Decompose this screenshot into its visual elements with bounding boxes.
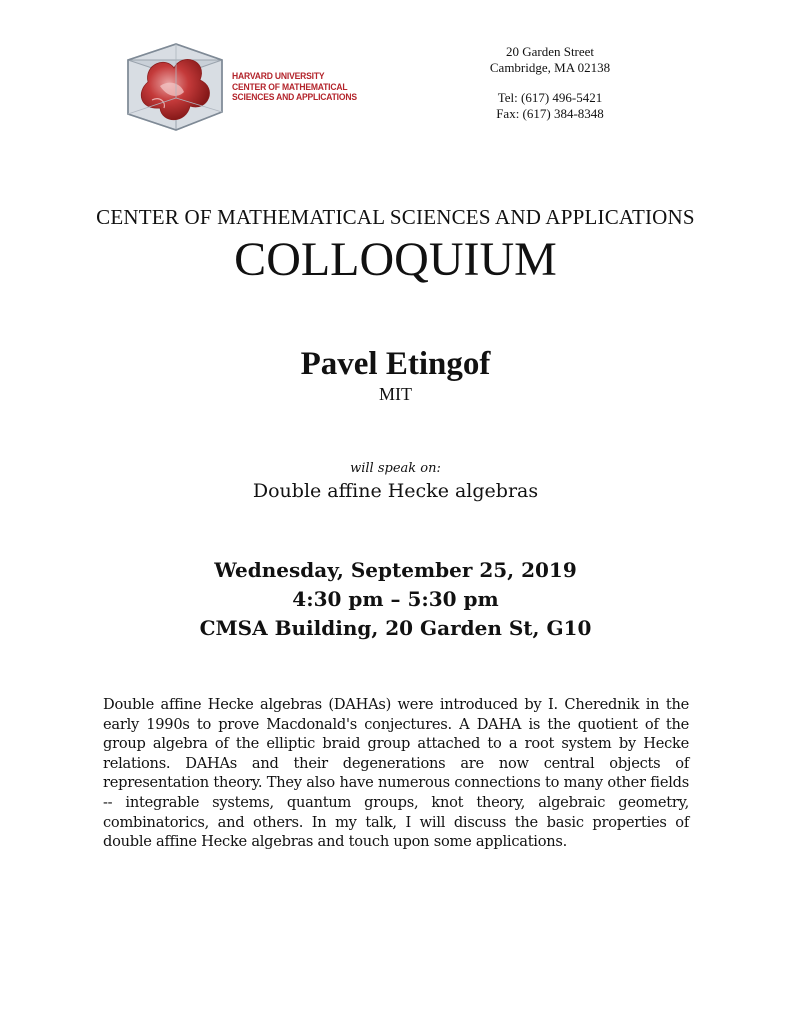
address-spacer: [470, 76, 630, 90]
event-schedule: [0, 556, 791, 643]
talk-abstract: Double affine Hecke algebras (DAHAs) were introduced by I. Cherednik in the early 1990s to prove Macdonald's conjectures. A DAHA is the quotient of the group algebra of the elliptic braid group attached to a root system by Hecke relations. DAHAs and their degenerations are now central objects of representation theory. They also have numerous connections to many other fields -- integrable systems, quantum groups, knot theory, algebraic geometry, combinatorics, and others. In my talk, I will discuss the basic properties of double affine Hecke algebras and touch upon some applications.: [103, 696, 689, 851]
logo-wordmark: [232, 72, 357, 104]
event-type-title: COLLOQUIUM: [234, 233, 557, 286]
logo-line-center: CENTER OF MATHEMATICAL: [232, 81, 348, 93]
speaker-name: Pavel Etingof: [300, 346, 491, 382]
cmsa-cube-logo-icon: [126, 42, 226, 137]
logo-line-sciences: SCIENCES AND APPLICATIONS: [232, 92, 357, 103]
cmsa-logo: [126, 42, 356, 137]
speaker-affiliation: MIT: [379, 384, 412, 404]
logo-line-harvard: HARVARD UNIVERSITY: [232, 71, 325, 82]
contact-address: [470, 44, 630, 122]
event-location: CMSA Building, 20 Garden St, G10: [199, 616, 592, 640]
address-street: 20 Garden Street: [505, 44, 595, 59]
event-time: 4:30 pm – 5:30 pm: [292, 587, 499, 611]
event-date: Wednesday, September 25, 2019: [214, 558, 577, 582]
address-city: Cambridge, MA 02138: [489, 60, 611, 75]
center-name-heading: CENTER OF MATHEMATICAL SCIENCES AND APPLICATIONS: [96, 205, 695, 229]
address-fax: Fax: (617) 384-8348: [496, 106, 604, 121]
address-tel: Tel: (617) 496-5421: [497, 90, 603, 105]
talk-title: Double affine Hecke algebras: [252, 480, 539, 502]
talk-intro: will speak on:: [350, 461, 441, 476]
